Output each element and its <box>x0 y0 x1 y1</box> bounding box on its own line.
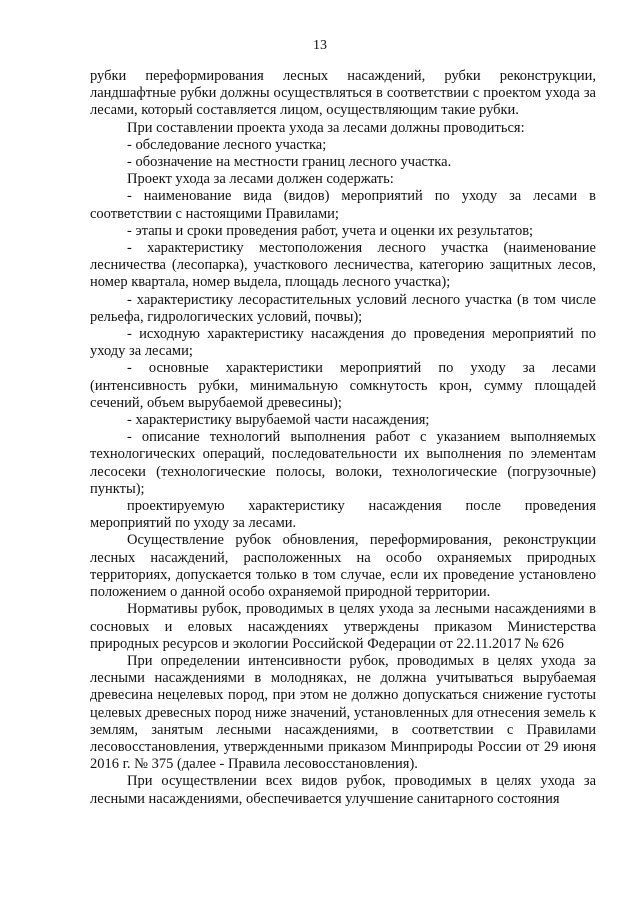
paragraph: - обследование лесного участка; <box>127 136 327 153</box>
paragraph: рубки переформирования лесных насаждений, рубки реконструкции, ландшафтные рубки должны осуществляться в соответствии с проектом ухода за лесами, который составляется лицом, осуществляющим такие рубки. <box>90 68 596 119</box>
paragraph: - характеристику вырубаемой части насаждения; <box>127 412 430 429</box>
paragraph: Нормативы рубок, проводимых в целях ухода за лесными насаждениями в сосновых и еловых насаждениях утверждены приказом Министерства природных ресурсов и экологии Российской Федерации от 22.11.2017 № 626 <box>90 601 596 652</box>
paragraph: - основные характеристики мероприятий по уходу за лесами (интенсивность рубки, минимальную сомкнутость крон, сумму площадей сечений, объем вырубаемой древесины); <box>90 360 596 411</box>
paragraph: проектируемую характеристику насаждения после проведения мероприятий по уходу за лесами. <box>90 498 596 532</box>
paragraph: При составлении проекта ухода за лесами должны проводиться: <box>127 119 525 136</box>
paragraph: Проект ухода за лесами должен содержать: <box>127 171 394 188</box>
paragraph: - этапы и сроки проведения работ, учета и оценки их результатов; <box>127 222 534 239</box>
paragraph: - характеристику местоположения лесного участка (наименование лесничества (лесопарка), участкового лесничества, категорию защитных лесов, номер квартала, номер выдела, площадь лесного участка); <box>90 240 596 291</box>
paragraph: При определении интенсивности рубок, проводимых в целях ухода за лесными насаждениями в молодняках, не должна учитываться вырубаемая древесина нецелевых пород, при этом не должно допускаться снижение густоты целевых древесных пород ниже значений, установленных для отнесения земель к землям, занятым лесными насаждениями, в соответствии с Правилами лесовосстановления, утвержденными приказом Минприроды России от 29 июня 2016 г. № 375 (далее - Правила лесовосстановления). <box>90 652 596 773</box>
page-number: 13 <box>313 38 327 53</box>
paragraph: - описание технологий выполнения работ с указанием выполняемых технологических операций, последовательности их выполнения по элементам лесосеки (технологические полосы, волоки, технологические (погрузочные) пункты); <box>90 429 596 497</box>
paragraph: - обозначение на местности границ лесного участка. <box>127 154 452 171</box>
paragraph: - наименование вида (видов) мероприятий по уходу за лесами в соответствии с настоящими Правилами; <box>90 188 596 222</box>
document-body <box>90 68 596 808</box>
paragraph: - характеристику лесорастительных условий лесного участка (в том числе рельефа, гидрологических условий, почвы); <box>90 291 596 325</box>
paragraph: При осуществлении всех видов рубок, проводимых в целях ухода за лесными насаждениями, обеспечивается улучшение санитарного состояния <box>90 773 596 807</box>
paragraph: - исходную характеристику насаждения до проведения мероприятий по уходу за лесами; <box>90 326 596 360</box>
paragraph: Осуществление рубок обновления, переформирования, реконструкции лесных насаждений, расположенных на особо охраняемых природных территориях, допускается только в том случае, если их проведение установлено положением о данной особо охраняемой природной территории. <box>90 532 596 601</box>
